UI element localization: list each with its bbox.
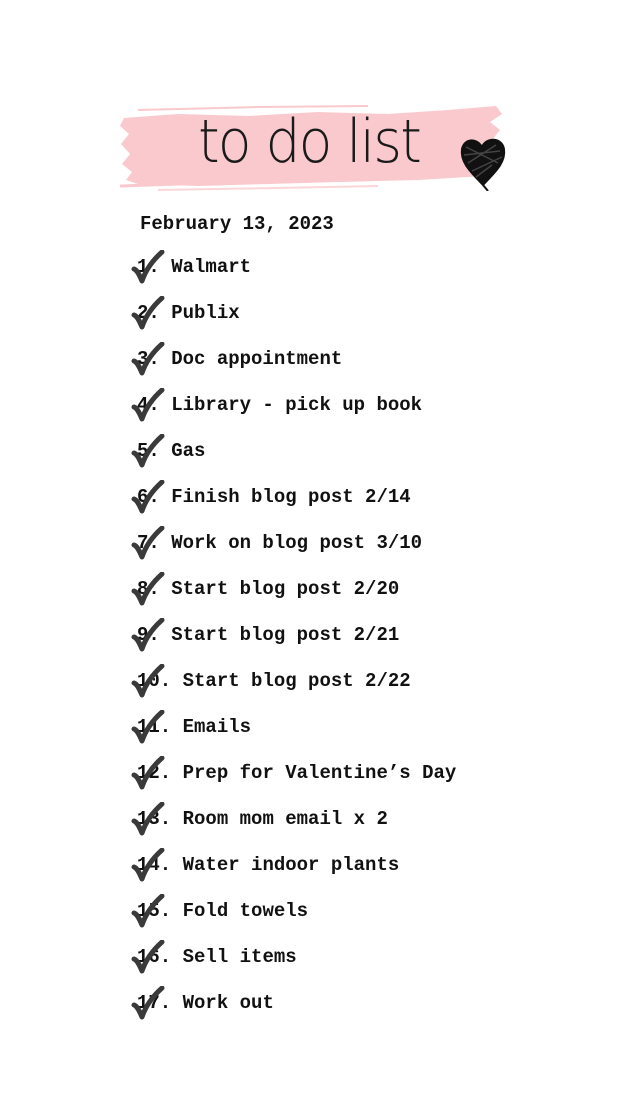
page-title: to do list xyxy=(198,107,421,177)
checkmark-icon[interactable] xyxy=(131,618,167,654)
item-label xyxy=(137,807,388,831)
item-number: 12. xyxy=(137,762,172,784)
list-item[interactable] xyxy=(131,664,601,704)
list-item[interactable] xyxy=(131,940,601,980)
item-number: 1. xyxy=(137,256,160,278)
list-item[interactable] xyxy=(131,802,601,842)
item-number: 9. xyxy=(137,624,160,646)
item-number: 11. xyxy=(137,716,172,738)
item-text: Work on blog post 3/10 xyxy=(171,532,423,554)
item-number: 13. xyxy=(137,808,172,830)
list-item[interactable] xyxy=(131,480,601,520)
item-number: 3. xyxy=(137,348,160,370)
item-label xyxy=(137,853,399,877)
item-number: 6. xyxy=(137,486,160,508)
item-number: 17. xyxy=(137,992,172,1014)
list-item[interactable] xyxy=(131,756,601,796)
list-item[interactable] xyxy=(131,434,601,474)
item-text: Start blog post 2/21 xyxy=(171,624,400,646)
item-text: Finish blog post 2/14 xyxy=(171,486,411,508)
checkmark-icon[interactable] xyxy=(131,296,167,332)
item-label xyxy=(137,623,399,647)
item-text: Library - pick up book xyxy=(171,394,423,416)
item-label xyxy=(137,669,411,693)
item-text: Fold towels xyxy=(182,900,309,922)
item-number: 10. xyxy=(137,670,172,692)
item-label xyxy=(137,485,411,509)
checkmark-icon[interactable] xyxy=(131,572,167,608)
list-item[interactable] xyxy=(131,526,601,566)
checkmark-icon[interactable] xyxy=(131,710,167,746)
item-text: Publix xyxy=(171,302,240,324)
item-label xyxy=(137,761,456,785)
list-item[interactable] xyxy=(131,848,601,888)
item-label xyxy=(137,531,422,555)
checkmark-icon[interactable] xyxy=(131,388,167,424)
item-text: Prep for Valentine’s Day xyxy=(182,762,457,784)
list-item[interactable] xyxy=(131,572,601,612)
item-text: Emails xyxy=(182,716,252,738)
list-item[interactable] xyxy=(131,388,601,428)
item-label xyxy=(137,577,399,601)
item-number: 5. xyxy=(137,440,160,462)
item-text: Start blog post 2/22 xyxy=(182,670,411,692)
list-item[interactable] xyxy=(131,296,601,336)
list-item[interactable] xyxy=(131,710,601,750)
checkmark-icon[interactable] xyxy=(131,894,167,930)
checkmark-icon[interactable] xyxy=(131,342,167,378)
checkmark-icon[interactable] xyxy=(131,802,167,838)
list-date: February 13, 2023 xyxy=(140,213,334,235)
item-number: 2. xyxy=(137,302,160,324)
list-item[interactable] xyxy=(131,894,601,934)
checkmark-icon[interactable] xyxy=(131,940,167,976)
item-text: Room mom email x 2 xyxy=(182,808,388,830)
item-number: 7. xyxy=(137,532,160,554)
checkmark-icon[interactable] xyxy=(131,480,167,516)
item-number: 15. xyxy=(137,900,172,922)
list-item[interactable] xyxy=(131,250,601,290)
item-text: Walmart xyxy=(171,256,252,278)
item-number: 4. xyxy=(137,394,160,416)
item-text: Gas xyxy=(171,440,206,462)
checkmark-icon[interactable] xyxy=(131,250,167,286)
item-number: 16. xyxy=(137,946,172,968)
item-text: Water indoor plants xyxy=(182,854,400,876)
item-text: Work out xyxy=(182,992,274,1014)
item-label xyxy=(137,347,342,371)
checkmark-icon[interactable] xyxy=(131,848,167,884)
item-text: Doc appointment xyxy=(171,348,343,370)
checkmark-icon[interactable] xyxy=(131,756,167,792)
checkmark-icon[interactable] xyxy=(131,986,167,1022)
list-item[interactable] xyxy=(131,342,601,382)
item-text: Sell items xyxy=(182,946,297,968)
list-item[interactable] xyxy=(131,986,601,1026)
item-number: 14. xyxy=(137,854,172,876)
checkmark-icon[interactable] xyxy=(131,434,167,470)
list-item[interactable] xyxy=(131,618,601,658)
checkmark-icon[interactable] xyxy=(131,526,167,562)
item-text: Start blog post 2/20 xyxy=(171,578,400,600)
checkmark-icon[interactable] xyxy=(131,664,167,700)
item-number: 8. xyxy=(137,578,160,600)
item-label xyxy=(137,393,422,417)
